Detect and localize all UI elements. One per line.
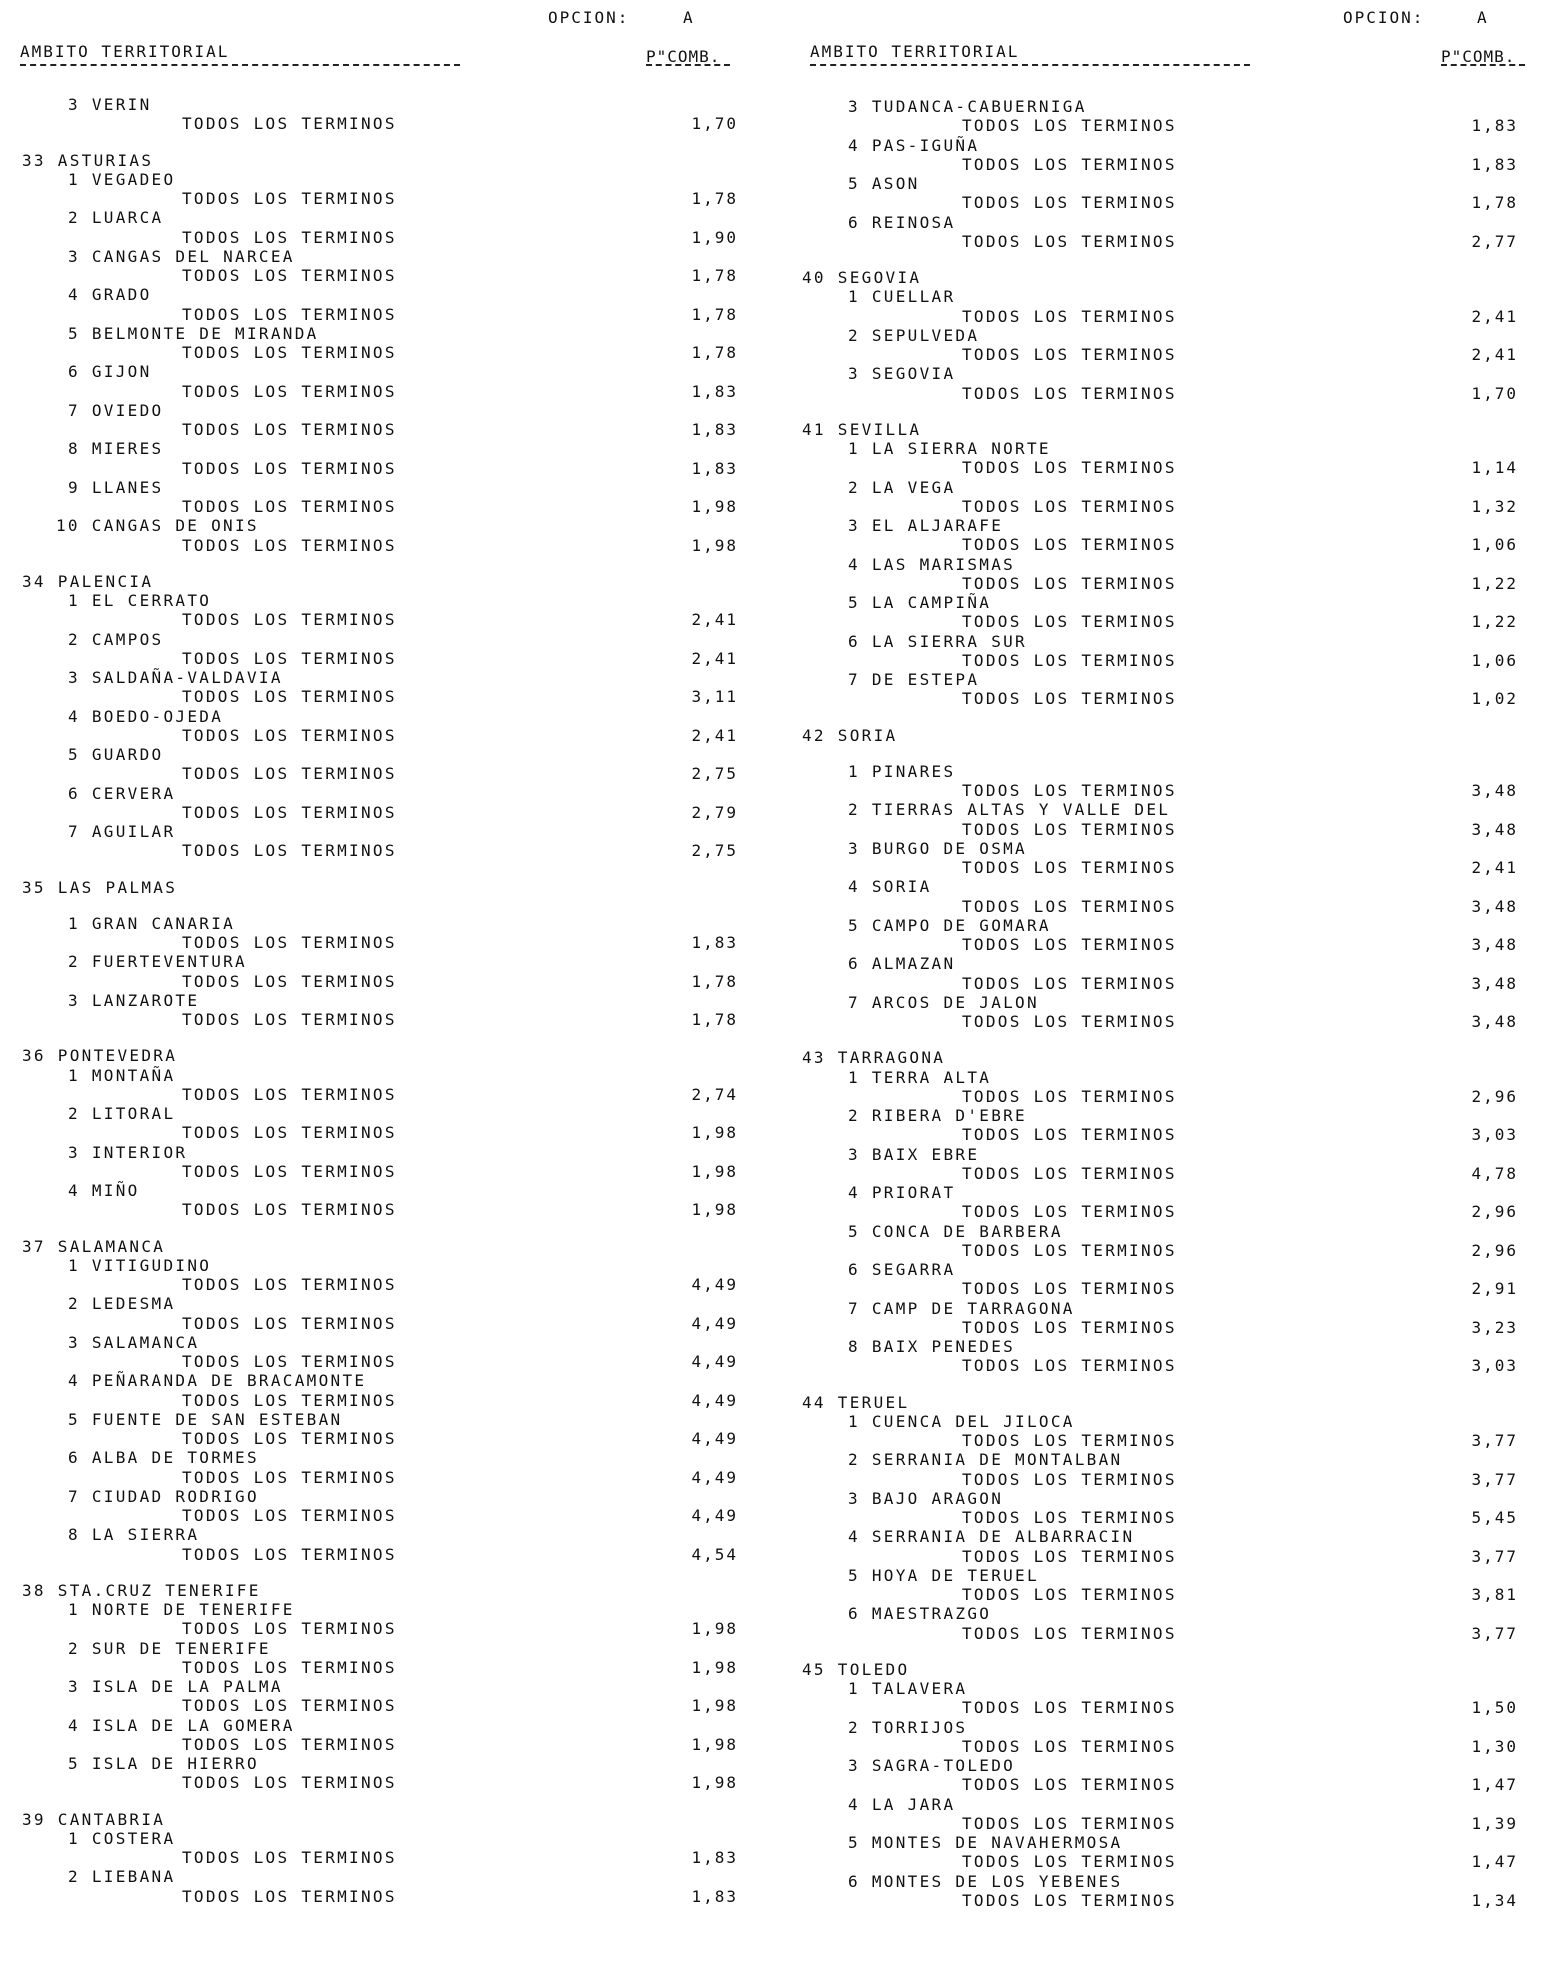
province-heading: 42 SORIA: [802, 725, 898, 745]
pcomb-value: 2,41: [1471, 858, 1518, 877]
comarca-name: 1 VITIGUDINO: [68, 1255, 212, 1275]
comarca-name: 4 PAS-IGUÑA: [848, 135, 980, 155]
province-heading: 34 PALENCIA: [22, 571, 154, 591]
pcomb-value: 3,23: [1471, 1317, 1518, 1337]
comarca-name: 4 MIÑO: [68, 1181, 140, 1200]
pcomb-underline-right: [1441, 64, 1525, 66]
terminos-label: TODOS LOS TERMINOS: [182, 535, 397, 555]
header-underline-right: [810, 64, 1250, 66]
terminos-label: TODOS LOS TERMINOS: [182, 1275, 397, 1294]
comarca-name: 2 RIBERA D'EBRE: [848, 1106, 1027, 1125]
terminos-label: TODOS LOS TERMINOS: [962, 231, 1177, 251]
opcion-value: A: [683, 8, 695, 27]
terminos-label: TODOS LOS TERMINOS: [182, 1200, 397, 1220]
terminos-label: TODOS LOS TERMINOS: [182, 497, 397, 516]
terminos-label: TODOS LOS TERMINOS: [962, 858, 1177, 877]
province-heading: 45 TOLEDO: [802, 1659, 910, 1679]
terminos-label: TODOS LOS TERMINOS: [962, 896, 1177, 916]
terminos-label: TODOS LOS TERMINOS: [962, 496, 1177, 516]
pcomb-value: 3,48: [1471, 781, 1518, 800]
comarca-name: 2 SERRANIA DE MONTALBAN: [848, 1450, 1123, 1470]
terminos-label: TODOS LOS TERMINOS: [182, 802, 397, 822]
pcomb-value: 3,03: [1471, 1356, 1518, 1376]
terminos-label: TODOS LOS TERMINOS: [962, 306, 1177, 326]
pcomb-value: 1,83: [691, 933, 738, 952]
terminos-label: TODOS LOS TERMINOS: [962, 1508, 1177, 1527]
opcion-label: OPCION:: [548, 8, 630, 27]
comarca-name: 7 ARCOS DE JALON: [848, 992, 1039, 1012]
comarca-name: 8 MIERES: [68, 439, 164, 459]
terminos-label: TODOS LOS TERMINOS: [962, 154, 1177, 174]
comarca-name: 8 LA SIERRA: [68, 1525, 200, 1545]
comarca-name: 2 LITORAL: [68, 1104, 176, 1123]
pcomb-value: 1,83: [691, 458, 738, 478]
comarca-name: 3 EL ALJARAFE: [848, 516, 1004, 535]
comarca-name: 6 MONTES DE LOS YEBENES: [848, 1871, 1123, 1891]
comarca-name: 2 LIEBANA: [68, 1867, 176, 1887]
comarca-name: 3 BURGO DE OSMA: [848, 838, 1027, 858]
terminos-label: TODOS LOS TERMINOS: [182, 1848, 397, 1867]
comarca-name: 1 CUENCA DEL JILOCA: [848, 1411, 1075, 1431]
pcomb-value: 4,49: [691, 1275, 738, 1294]
comarca-name: 7 DE ESTEPA: [848, 670, 980, 689]
pcomb-value: 1,70: [691, 114, 738, 134]
pcomb-value: 2,75: [691, 841, 738, 861]
comarca-name: 5 CONCA DE BARBERA: [848, 1221, 1063, 1241]
pcomb-value: 3,48: [1471, 819, 1518, 839]
pcomb-value: 1,98: [691, 1734, 738, 1754]
comarca-name: 4 PEÑARANDA DE BRACAMONTE: [68, 1371, 367, 1391]
pcomb-value: 4,49: [691, 1429, 738, 1448]
terminos-label: TODOS LOS TERMINOS: [182, 1352, 397, 1371]
pcomb-value: 1,22: [1471, 612, 1518, 632]
opcion-label-right: OPCION:: [1343, 8, 1425, 27]
comarca-name: 6 MAESTRAZGO: [848, 1604, 992, 1624]
terminos-label: TODOS LOS TERMINOS: [962, 1813, 1177, 1833]
pcomb-value: 4,49: [691, 1506, 738, 1525]
pcomb-value: 2,96: [1471, 1202, 1518, 1222]
pcomb-value: 2,77: [1471, 231, 1518, 251]
terminos-label: TODOS LOS TERMINOS: [962, 650, 1177, 670]
comarca-name: 2 SEPULVEDA: [848, 325, 980, 345]
terminos-label: TODOS LOS TERMINOS: [962, 1469, 1177, 1489]
pcomb-value: 1,78: [691, 343, 738, 362]
terminos-label: TODOS LOS TERMINOS: [182, 1084, 397, 1104]
terminos-label: TODOS LOS TERMINOS: [962, 1775, 1177, 1795]
pcomb-value: 2,41: [691, 648, 738, 668]
province-heading: 33 ASTURIAS: [22, 150, 154, 170]
pcomb-value: 1,32: [1471, 496, 1518, 516]
comarca-name: 5 HOYA DE TERUEL: [848, 1565, 1039, 1585]
terminos-label: TODOS LOS TERMINOS: [962, 1852, 1177, 1872]
province-heading: 41 SEVILLA: [802, 419, 922, 439]
pcomb-value: 1,90: [691, 227, 738, 247]
pcomb-underline: [646, 64, 730, 66]
terminos-label: TODOS LOS TERMINOS: [962, 1279, 1177, 1299]
pcomb-value: 1,78: [691, 189, 738, 208]
comarca-name: 2 TORRIJOS: [848, 1717, 968, 1737]
terminos-label: TODOS LOS TERMINOS: [182, 648, 397, 668]
pcomb-value: 1,83: [691, 420, 738, 439]
terminos-label: TODOS LOS TERMINOS: [962, 781, 1177, 800]
comarca-name: 1 GRAN CANARIA: [68, 913, 236, 933]
comarca-name: 1 VEGADEO: [68, 169, 176, 189]
comarca-name: 3 BAIX EBRE: [848, 1144, 980, 1164]
pcomb-value: 1,78: [691, 304, 738, 324]
terminos-label: TODOS LOS TERMINOS: [962, 973, 1177, 993]
pcomb-header-right: P"COMB.: [1441, 47, 1516, 66]
comarca-name: 1 TERRA ALTA: [848, 1067, 992, 1087]
terminos-label: TODOS LOS TERMINOS: [962, 1240, 1177, 1260]
terminos-label: TODOS LOS TERMINOS: [182, 1773, 397, 1793]
pcomb-value: 1,78: [691, 1010, 738, 1029]
terminos-label: TODOS LOS TERMINOS: [962, 1698, 1177, 1718]
terminos-label: TODOS LOS TERMINOS: [182, 1544, 397, 1564]
terminos-label: TODOS LOS TERMINOS: [962, 1163, 1177, 1183]
pcomb-value: 2,91: [1471, 1279, 1518, 1299]
pcomb-value: 3,03: [1471, 1125, 1518, 1145]
comarca-name: 2 LA VEGA: [848, 477, 956, 497]
comarca-name: 2 LEDESMA: [68, 1294, 176, 1314]
terminos-label: TODOS LOS TERMINOS: [182, 114, 397, 134]
pcomb-value: 1,83: [1471, 116, 1518, 136]
pcomb-value: 1,02: [1471, 689, 1518, 709]
terminos-label: TODOS LOS TERMINOS: [182, 1010, 397, 1029]
terminos-label: TODOS LOS TERMINOS: [962, 345, 1177, 364]
terminos-label: TODOS LOS TERMINOS: [182, 381, 397, 401]
pcomb-value: 1,83: [1471, 154, 1518, 174]
comarca-name: 4 SERRANIA DE ALBARRACIN: [848, 1527, 1135, 1547]
pcomb-value: 3,77: [1471, 1546, 1518, 1566]
terminos-label: TODOS LOS TERMINOS: [962, 1202, 1177, 1222]
terminos-label: TODOS LOS TERMINOS: [962, 1431, 1177, 1450]
terminos-label: TODOS LOS TERMINOS: [962, 1356, 1177, 1376]
comarca-name: 6 REINOSA: [848, 212, 956, 232]
pcomb-value: 3,77: [1471, 1469, 1518, 1489]
terminos-label: TODOS LOS TERMINOS: [182, 1734, 397, 1754]
terminos-label: TODOS LOS TERMINOS: [962, 1736, 1177, 1756]
comarca-name: 6 GIJON: [68, 362, 152, 382]
comarca-name: 2 FUERTEVENTURA: [68, 952, 247, 972]
comarca-name: 5 ISLA DE HIERRO: [68, 1754, 259, 1773]
comarca-name: 1 COSTERA: [68, 1828, 176, 1848]
terminos-label: TODOS LOS TERMINOS: [182, 1506, 397, 1525]
terminos-label: TODOS LOS TERMINOS: [962, 1546, 1177, 1566]
pcomb-value: 1,98: [691, 1619, 738, 1639]
comarca-name: 7 CAMP DE TARRAGONA: [848, 1298, 1075, 1318]
terminos-label: TODOS LOS TERMINOS: [962, 573, 1177, 593]
terminos-label: TODOS LOS TERMINOS: [182, 1313, 397, 1333]
province-heading: 44 TERUEL: [802, 1392, 910, 1412]
province-heading: 38 STA.CRUZ TENERIFE: [22, 1580, 261, 1600]
terminos-label: TODOS LOS TERMINOS: [182, 687, 397, 707]
terminos-label: TODOS LOS TERMINOS: [962, 1623, 1177, 1643]
comarca-name: 5 BELMONTE DE MIRANDA: [68, 323, 319, 343]
pcomb-value: 4,49: [691, 1313, 738, 1333]
pcomb-value: 1,98: [691, 535, 738, 555]
terminos-label: TODOS LOS TERMINOS: [962, 1086, 1177, 1106]
pcomb-value: 3,77: [1471, 1431, 1518, 1450]
pcomb-value: 2,96: [1471, 1240, 1518, 1260]
pcomb-value: 4,49: [691, 1467, 738, 1487]
pcomb-value: 1,50: [1471, 1698, 1518, 1718]
pcomb-value: 1,14: [1471, 458, 1518, 478]
comarca-name: 2 SUR DE TENERIFE: [68, 1638, 271, 1658]
pcomb-value: 2,41: [691, 610, 738, 630]
terminos-label: TODOS LOS TERMINOS: [182, 1429, 397, 1448]
comarca-name: 2 LUARCA: [68, 208, 164, 228]
pcomb-value: 4,49: [691, 1352, 738, 1371]
comarca-name: 8 BAIX PENEDES: [848, 1337, 1016, 1356]
pcomb-value: 3,48: [1471, 973, 1518, 993]
comarca-name: 3 VERIN: [68, 95, 152, 114]
terminos-label: TODOS LOS TERMINOS: [962, 612, 1177, 632]
comarca-name: 4 ISLA DE LA GOMERA: [68, 1715, 295, 1735]
pcomb-value: 3,11: [691, 687, 738, 707]
terminos-label: TODOS LOS TERMINOS: [182, 227, 397, 247]
comarca-name: 5 GUARDO: [68, 745, 164, 764]
terminos-label: TODOS LOS TERMINOS: [182, 458, 397, 478]
terminos-label: TODOS LOS TERMINOS: [182, 841, 397, 861]
pcomb-value: 1,83: [691, 1848, 738, 1867]
pcomb-value: 3,48: [1471, 896, 1518, 916]
terminos-label: TODOS LOS TERMINOS: [182, 1161, 397, 1181]
comarca-name: 3 INTERIOR: [68, 1142, 188, 1162]
province-heading: 36 PONTEVEDRA: [22, 1046, 178, 1066]
province-heading: 37 SALAMANCA: [22, 1236, 166, 1256]
pcomb-value: 4,54: [691, 1544, 738, 1564]
comarca-name: 3 LANZAROTE: [68, 990, 200, 1010]
pcomb-value: 1,83: [691, 1886, 738, 1906]
comarca-name: 7 OVIEDO: [68, 400, 164, 420]
comarca-name: 3 SALDAÑA-VALDAVIA: [68, 668, 283, 687]
terminos-label: TODOS LOS TERMINOS: [182, 1467, 397, 1487]
comarca-name: 3 ISLA DE LA PALMA: [68, 1677, 283, 1696]
pcomb-header: P"COMB.: [646, 47, 721, 66]
pcomb-value: 2,41: [1471, 306, 1518, 326]
comarca-name: 1 TALAVERA: [848, 1679, 968, 1698]
pcomb-value: 1,78: [691, 266, 738, 285]
comarca-name: 6 SEGARRA: [848, 1260, 956, 1279]
comarca-name: 4 BOEDO-OJEDA: [68, 706, 224, 726]
comarca-name: 10 CANGAS DE ONIS: [56, 516, 259, 536]
pcomb-value: 4,49: [691, 1390, 738, 1410]
terminos-label: TODOS LOS TERMINOS: [182, 1886, 397, 1906]
comarca-name: 4 SORIA: [848, 877, 932, 897]
pcomb-value: 3,48: [1471, 935, 1518, 954]
pcomb-value: 1,34: [1471, 1890, 1518, 1910]
opcion-value-right: A: [1477, 8, 1489, 27]
header-underline: [20, 64, 460, 66]
pcomb-value: 1,78: [691, 971, 738, 991]
terminos-label: TODOS LOS TERMINOS: [962, 1585, 1177, 1604]
terminos-label: TODOS LOS TERMINOS: [182, 343, 397, 362]
comarca-name: 2 CAMPOS: [68, 629, 164, 649]
pcomb-value: 1,47: [1471, 1775, 1518, 1795]
pcomb-value: 2,74: [691, 1084, 738, 1104]
terminos-label: TODOS LOS TERMINOS: [962, 1317, 1177, 1337]
ambito-territorial-header: AMBITO TERRITORIAL: [20, 42, 230, 61]
comarca-name: 6 ALBA DE TORMES: [68, 1448, 259, 1468]
terminos-label: TODOS LOS TERMINOS: [182, 266, 397, 285]
ambito-territorial-header-right: AMBITO TERRITORIAL: [810, 42, 1020, 61]
terminos-label: TODOS LOS TERMINOS: [182, 725, 397, 745]
pcomb-value: 2,75: [691, 764, 738, 784]
comarca-name: 6 LA SIERRA SUR: [848, 631, 1027, 651]
pcomb-value: 1,22: [1471, 573, 1518, 593]
terminos-label: TODOS LOS TERMINOS: [962, 193, 1177, 213]
comarca-name: 7 CIUDAD RODRIGO: [68, 1486, 259, 1506]
terminos-label: TODOS LOS TERMINOS: [962, 535, 1177, 555]
terminos-label: TODOS LOS TERMINOS: [182, 1123, 397, 1143]
comarca-name: 2 TIERRAS ALTAS Y VALLE DEL: [848, 800, 1171, 820]
pcomb-value: 1,06: [1471, 650, 1518, 670]
pcomb-value: 1,98: [691, 1200, 738, 1220]
pcomb-value: 1,98: [691, 1123, 738, 1143]
terminos-label: TODOS LOS TERMINOS: [962, 819, 1177, 839]
comarca-name: 3 CANGAS DEL NARCEA: [68, 246, 295, 266]
terminos-label: TODOS LOS TERMINOS: [182, 420, 397, 439]
terminos-label: TODOS LOS TERMINOS: [182, 189, 397, 208]
comarca-name: 4 LAS MARISMAS: [848, 554, 1016, 574]
pcomb-value: 4,78: [1471, 1163, 1518, 1183]
terminos-label: TODOS LOS TERMINOS: [962, 1125, 1177, 1145]
pcomb-value: 2,79: [691, 802, 738, 822]
comarca-name: 5 MONTES DE NAVAHERMOSA: [848, 1833, 1123, 1852]
pcomb-value: 1,98: [691, 1161, 738, 1181]
comarca-name: 5 FUENTE DE SAN ESTEBAN: [68, 1409, 343, 1429]
comarca-name: 1 CUELLAR: [848, 287, 956, 307]
province-heading: 39 CANTABRIA: [22, 1809, 166, 1829]
comarca-name: 3 SAGRA-TOLEDO: [848, 1756, 1016, 1775]
province-heading: 35 LAS PALMAS: [22, 877, 178, 897]
comarca-name: 7 AGUILAR: [68, 822, 176, 841]
terminos-label: TODOS LOS TERMINOS: [182, 933, 397, 952]
terminos-label: TODOS LOS TERMINOS: [182, 971, 397, 991]
pcomb-value: 1,39: [1471, 1813, 1518, 1833]
terminos-label: TODOS LOS TERMINOS: [182, 610, 397, 630]
terminos-label: TODOS LOS TERMINOS: [962, 458, 1177, 478]
pcomb-value: 1,98: [691, 497, 738, 516]
comarca-name: 3 BAJO ARAGON: [848, 1488, 1004, 1508]
terminos-label: TODOS LOS TERMINOS: [962, 1890, 1177, 1910]
comarca-name: 4 LA JARA: [848, 1794, 956, 1814]
comarca-name: 3 SEGOVIA: [848, 364, 956, 384]
pcomb-value: 5,45: [1471, 1508, 1518, 1527]
terminos-label: TODOS LOS TERMINOS: [182, 1619, 397, 1639]
province-heading: 43 TARRAGONA: [802, 1048, 946, 1068]
comarca-name: 1 PINARES: [848, 761, 956, 781]
comarca-name: 6 CERVERA: [68, 783, 176, 803]
comarca-name: 6 ALMAZAN: [848, 954, 956, 974]
pcomb-value: 1,06: [1471, 535, 1518, 555]
comarca-name: 1 NORTE DE TENERIFE: [68, 1600, 295, 1619]
comarca-name: 5 CAMPO DE GOMARA: [848, 915, 1051, 935]
pcomb-value: 3,48: [1471, 1012, 1518, 1031]
comarca-name: 4 PRIORAT: [848, 1183, 956, 1202]
comarca-name: 1 LA SIERRA NORTE: [848, 439, 1051, 458]
pcomb-value: 3,81: [1471, 1585, 1518, 1604]
pcomb-value: 1,78: [1471, 193, 1518, 213]
terminos-label: TODOS LOS TERMINOS: [962, 383, 1177, 403]
province-heading: 40 SEGOVIA: [802, 268, 922, 287]
comarca-name: 5 ASON: [848, 174, 920, 193]
terminos-label: TODOS LOS TERMINOS: [962, 1012, 1177, 1031]
terminos-label: TODOS LOS TERMINOS: [962, 689, 1177, 709]
comarca-name: 3 SALAMANCA: [68, 1332, 200, 1352]
pcomb-value: 2,96: [1471, 1086, 1518, 1106]
pcomb-value: 1,98: [691, 1696, 738, 1716]
pcomb-value: 1,30: [1471, 1736, 1518, 1756]
comarca-name: 5 LA CAMPIÑA: [848, 593, 992, 612]
pcomb-value: 3,77: [1471, 1623, 1518, 1643]
pcomb-value: 2,41: [1471, 345, 1518, 364]
terminos-label: TODOS LOS TERMINOS: [182, 1696, 397, 1716]
terminos-label: TODOS LOS TERMINOS: [962, 935, 1177, 954]
terminos-label: TODOS LOS TERMINOS: [182, 764, 397, 784]
pcomb-value: 1,83: [691, 381, 738, 401]
pcomb-value: 2,41: [691, 725, 738, 745]
terminos-label: TODOS LOS TERMINOS: [182, 1657, 397, 1677]
pcomb-value: 1,98: [691, 1657, 738, 1677]
comarca-name: 3 TUDANCA-CABUERNIGA: [848, 97, 1087, 116]
pcomb-value: 1,98: [691, 1773, 738, 1793]
pcomb-value: 1,47: [1471, 1852, 1518, 1872]
comarca-name: 1 EL CERRATO: [68, 591, 212, 610]
pcomb-value: 1,70: [1471, 383, 1518, 403]
comarca-name: 4 GRADO: [68, 285, 152, 305]
comarca-name: 9 LLANES: [68, 477, 164, 497]
terminos-label: TODOS LOS TERMINOS: [182, 1390, 397, 1410]
terminos-label: TODOS LOS TERMINOS: [962, 116, 1177, 136]
comarca-name: 1 MONTAÑA: [68, 1065, 176, 1085]
terminos-label: TODOS LOS TERMINOS: [182, 304, 397, 324]
